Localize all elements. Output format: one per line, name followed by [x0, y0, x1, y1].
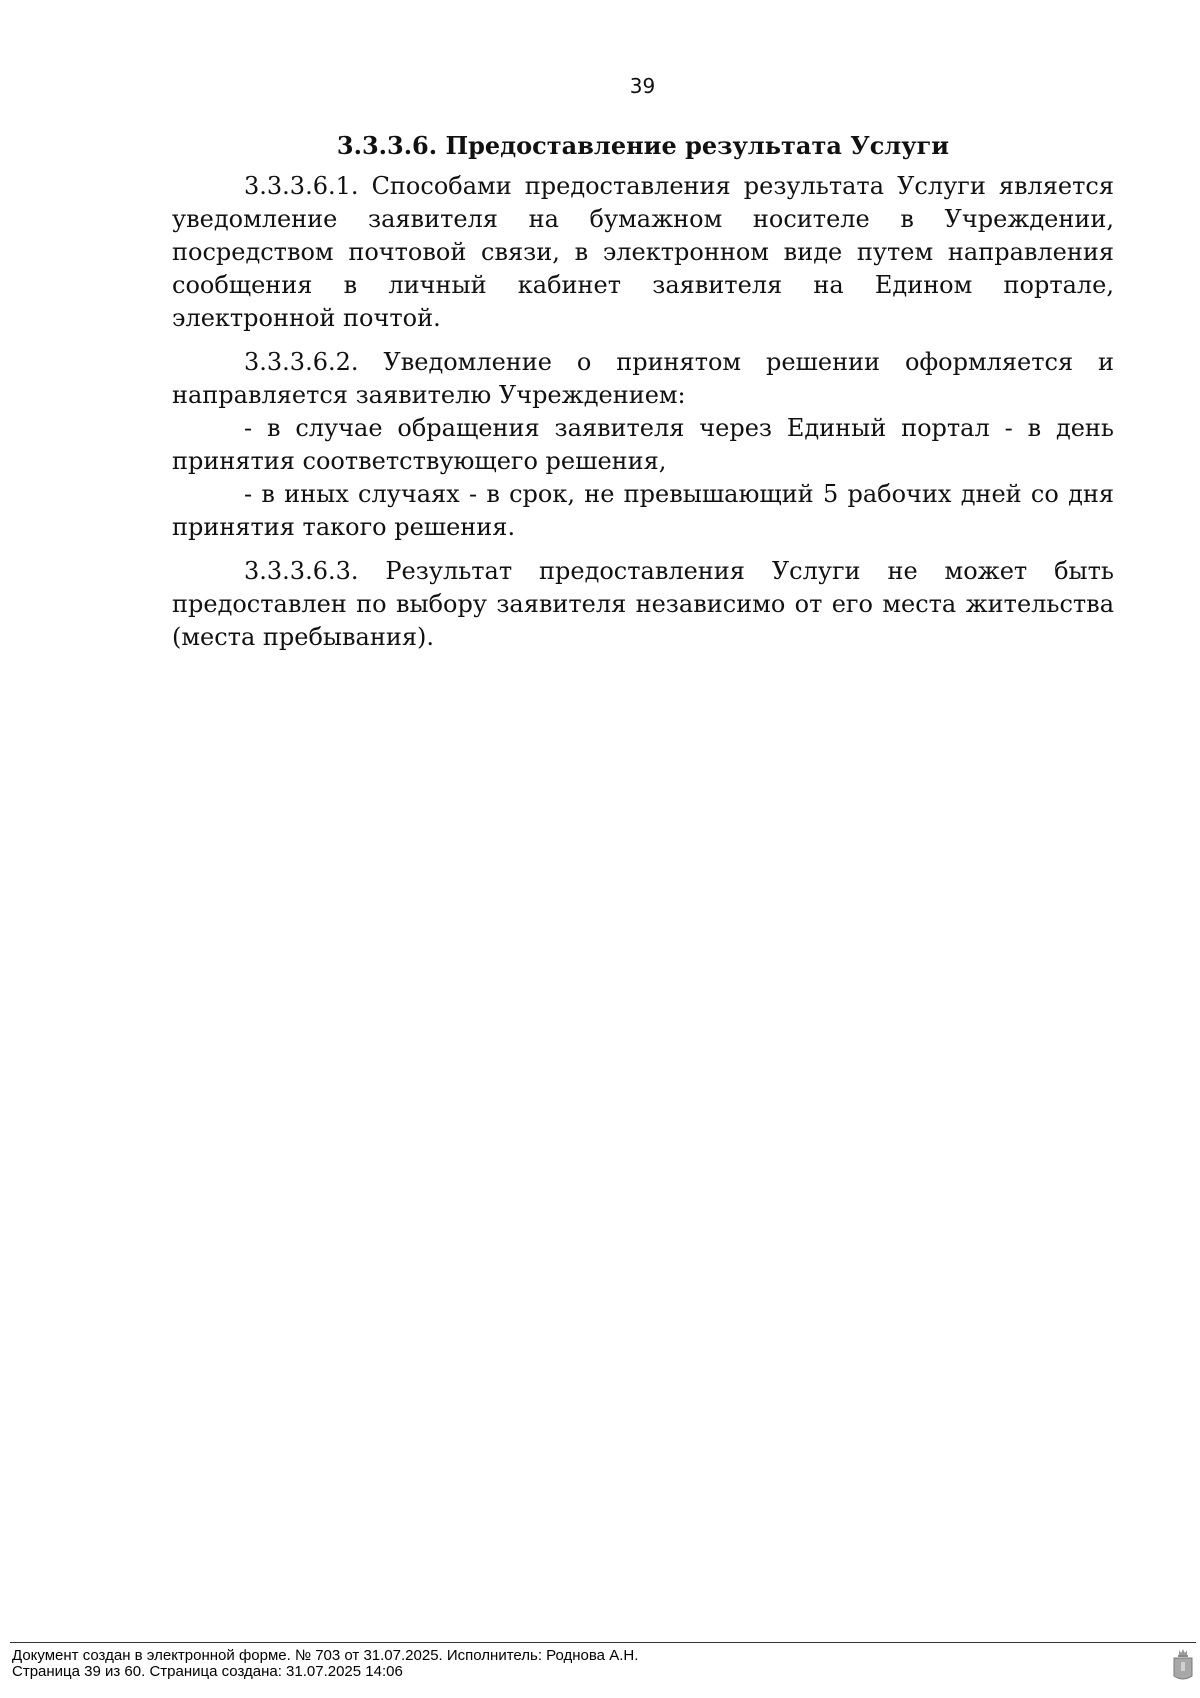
paragraph-3-3-3-6-3: 3.3.3.6.3. Результат предоставления Услуги не может быть предоставлен по выбору заявителя независимо от его места жительства (места пребывания).: [172, 557, 1114, 651]
page-number: 39: [629, 74, 656, 98]
document-body: [172, 124, 1114, 654]
list-item-other-cases: - в иных случаях - в срок, не превышающий 5 рабочих дней со дня принятия такого решения.: [172, 480, 1114, 541]
footer-divider: [10, 1642, 1196, 1643]
footer-line-2: Страница 39 из 60. Страница создана: 31.07.2025 14:06: [12, 1663, 403, 1680]
list-item-single-portal: - в случае обращения заявителя через Единый портал - в день принятия соответствующего решения,: [172, 414, 1114, 475]
section-heading: 3.3.3.6. Предоставление результата Услуги: [336, 131, 950, 160]
document-footer: [12, 1648, 638, 1680]
paragraph-3-3-3-6-1: 3.3.3.6.1. Способами предоставления результата Услуги является уведомление заявителя на бумажном носителе в Учреждении, посредством почтовой связи, в электронном виде путем направления сообщения в личный кабинет заявителя на Едином портале, электронной почтой.: [172, 172, 1114, 332]
footer-line-1: Документ создан в электронной форме. № 703 от 31.07.2025. Исполнитель: Роднова А.Н.: [12, 1647, 639, 1664]
paragraph-3-3-3-6-2: 3.3.3.6.2. Уведомление о принятом решении оформляется и направляется заявителю Учреждением:: [172, 348, 1114, 409]
coat-of-arms-icon: [1172, 1648, 1194, 1682]
